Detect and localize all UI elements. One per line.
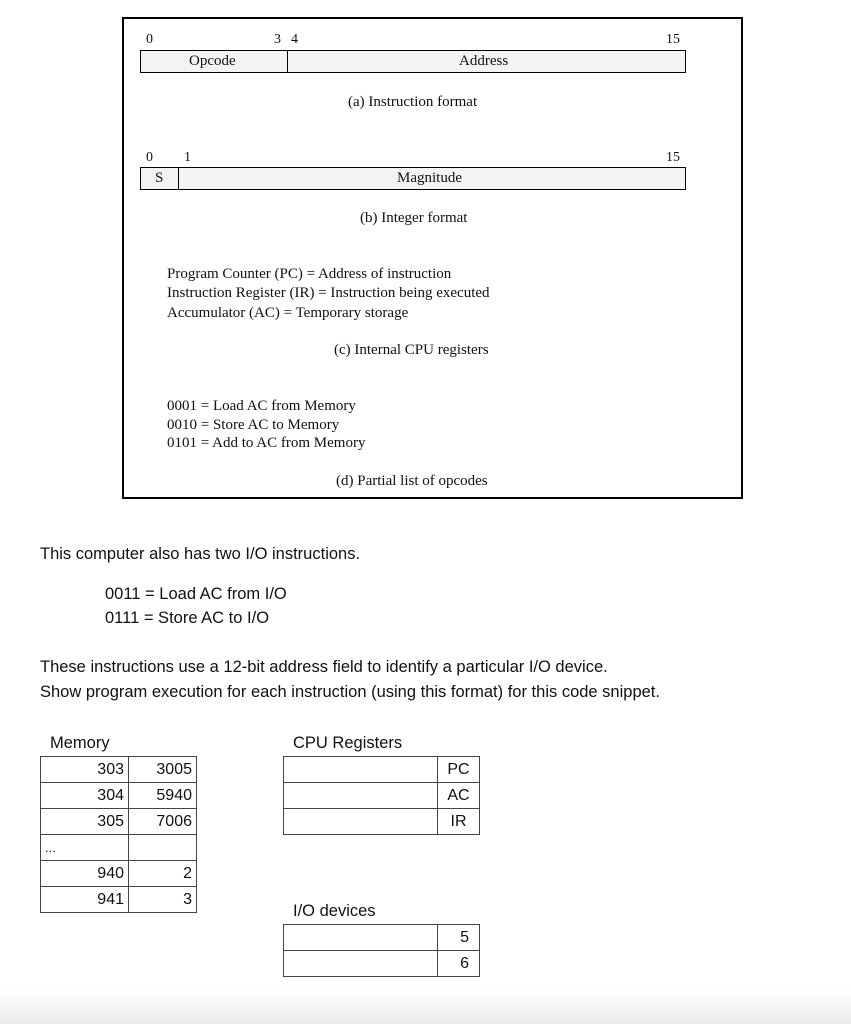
io-device-label: 6 bbox=[438, 951, 480, 977]
bit-4-label: 4 bbox=[291, 32, 298, 47]
sign-field: S bbox=[155, 170, 164, 186]
io-device-value-cell[interactable] bbox=[284, 951, 438, 977]
memory-address: 304 bbox=[41, 783, 129, 809]
address-field: Address bbox=[459, 53, 509, 69]
cpu-registers-table bbox=[283, 756, 480, 835]
memory-title: Memory bbox=[50, 734, 110, 752]
memory-address: 940 bbox=[41, 861, 129, 887]
caption-cpu-registers: (c) Internal CPU registers bbox=[334, 342, 489, 358]
opcode-line: 0001 = Load AC from Memory bbox=[167, 398, 356, 414]
memory-value: 3005 bbox=[129, 757, 197, 783]
memory-value: 5940 bbox=[129, 783, 197, 809]
int-bit-15-label: 15 bbox=[666, 150, 680, 165]
memory-value: 2 bbox=[129, 861, 197, 887]
register-label-ir: IR bbox=[438, 809, 480, 835]
io-devices-title: I/O devices bbox=[293, 902, 376, 920]
table-row bbox=[284, 951, 480, 977]
io-instruction: 0011 = Load AC from I/O bbox=[105, 585, 287, 603]
intro-text: This computer also has two I/O instructions. bbox=[40, 545, 361, 563]
magnitude-field: Magnitude bbox=[397, 170, 462, 186]
register-label-pc: PC bbox=[438, 757, 480, 783]
table-row bbox=[41, 861, 197, 887]
memory-address: 303 bbox=[41, 757, 129, 783]
table-row bbox=[41, 783, 197, 809]
table-row bbox=[284, 757, 480, 783]
cpu-registers-title: CPU Registers bbox=[293, 734, 403, 752]
table-row bbox=[41, 809, 197, 835]
opcode-field: Opcode bbox=[189, 53, 236, 69]
table-row bbox=[284, 783, 480, 809]
opcode-line: 0010 = Store AC to Memory bbox=[167, 417, 340, 433]
register-line: Program Counter (PC) = Address of instruction bbox=[167, 266, 452, 282]
bit-15-label: 15 bbox=[666, 32, 680, 47]
table-row bbox=[41, 835, 197, 861]
io-instruction: 0111 = Store AC to I/O bbox=[105, 609, 270, 627]
caption-opcodes: (d) Partial list of opcodes bbox=[336, 473, 488, 489]
memory-ellipsis: ... bbox=[41, 835, 129, 861]
register-value-cell[interactable] bbox=[284, 757, 438, 783]
int-bit-0-label: 0 bbox=[146, 150, 153, 165]
paragraph-address-field: These instructions use a 12-bit address field to identify a particular I/O device. bbox=[40, 658, 608, 676]
integer-format-box bbox=[140, 167, 686, 190]
memory-table bbox=[40, 756, 197, 913]
caption-integer-format: (b) Integer format bbox=[360, 210, 468, 226]
io-devices-table bbox=[283, 924, 480, 977]
paragraph-instructions: Show program execution for each instruction (using this format) for this code snippet. bbox=[40, 683, 660, 701]
register-value-cell[interactable] bbox=[284, 783, 438, 809]
table-row bbox=[41, 887, 197, 913]
io-device-value-cell[interactable] bbox=[284, 925, 438, 951]
memory-address: 941 bbox=[41, 887, 129, 913]
caption-instruction-format: (a) Instruction format bbox=[348, 94, 478, 110]
table-row bbox=[41, 757, 197, 783]
register-label-ac: AC bbox=[438, 783, 480, 809]
io-device-label: 5 bbox=[438, 925, 480, 951]
bit-3-label: 3 bbox=[274, 32, 281, 47]
memory-value bbox=[129, 835, 197, 861]
table-row bbox=[284, 925, 480, 951]
table-row bbox=[284, 809, 480, 835]
bit-0-label: 0 bbox=[146, 32, 153, 47]
register-line: Accumulator (AC) = Temporary storage bbox=[167, 305, 409, 321]
register-value-cell[interactable] bbox=[284, 809, 438, 835]
memory-address: 305 bbox=[41, 809, 129, 835]
cpu-figure bbox=[122, 17, 743, 499]
register-line: Instruction Register (IR) = Instruction being executed bbox=[167, 285, 490, 301]
int-bit-1-label: 1 bbox=[184, 150, 191, 165]
memory-value: 3 bbox=[129, 887, 197, 913]
instruction-format-box bbox=[140, 50, 686, 73]
memory-value: 7006 bbox=[129, 809, 197, 835]
opcode-line: 0101 = Add to AC from Memory bbox=[167, 435, 366, 451]
